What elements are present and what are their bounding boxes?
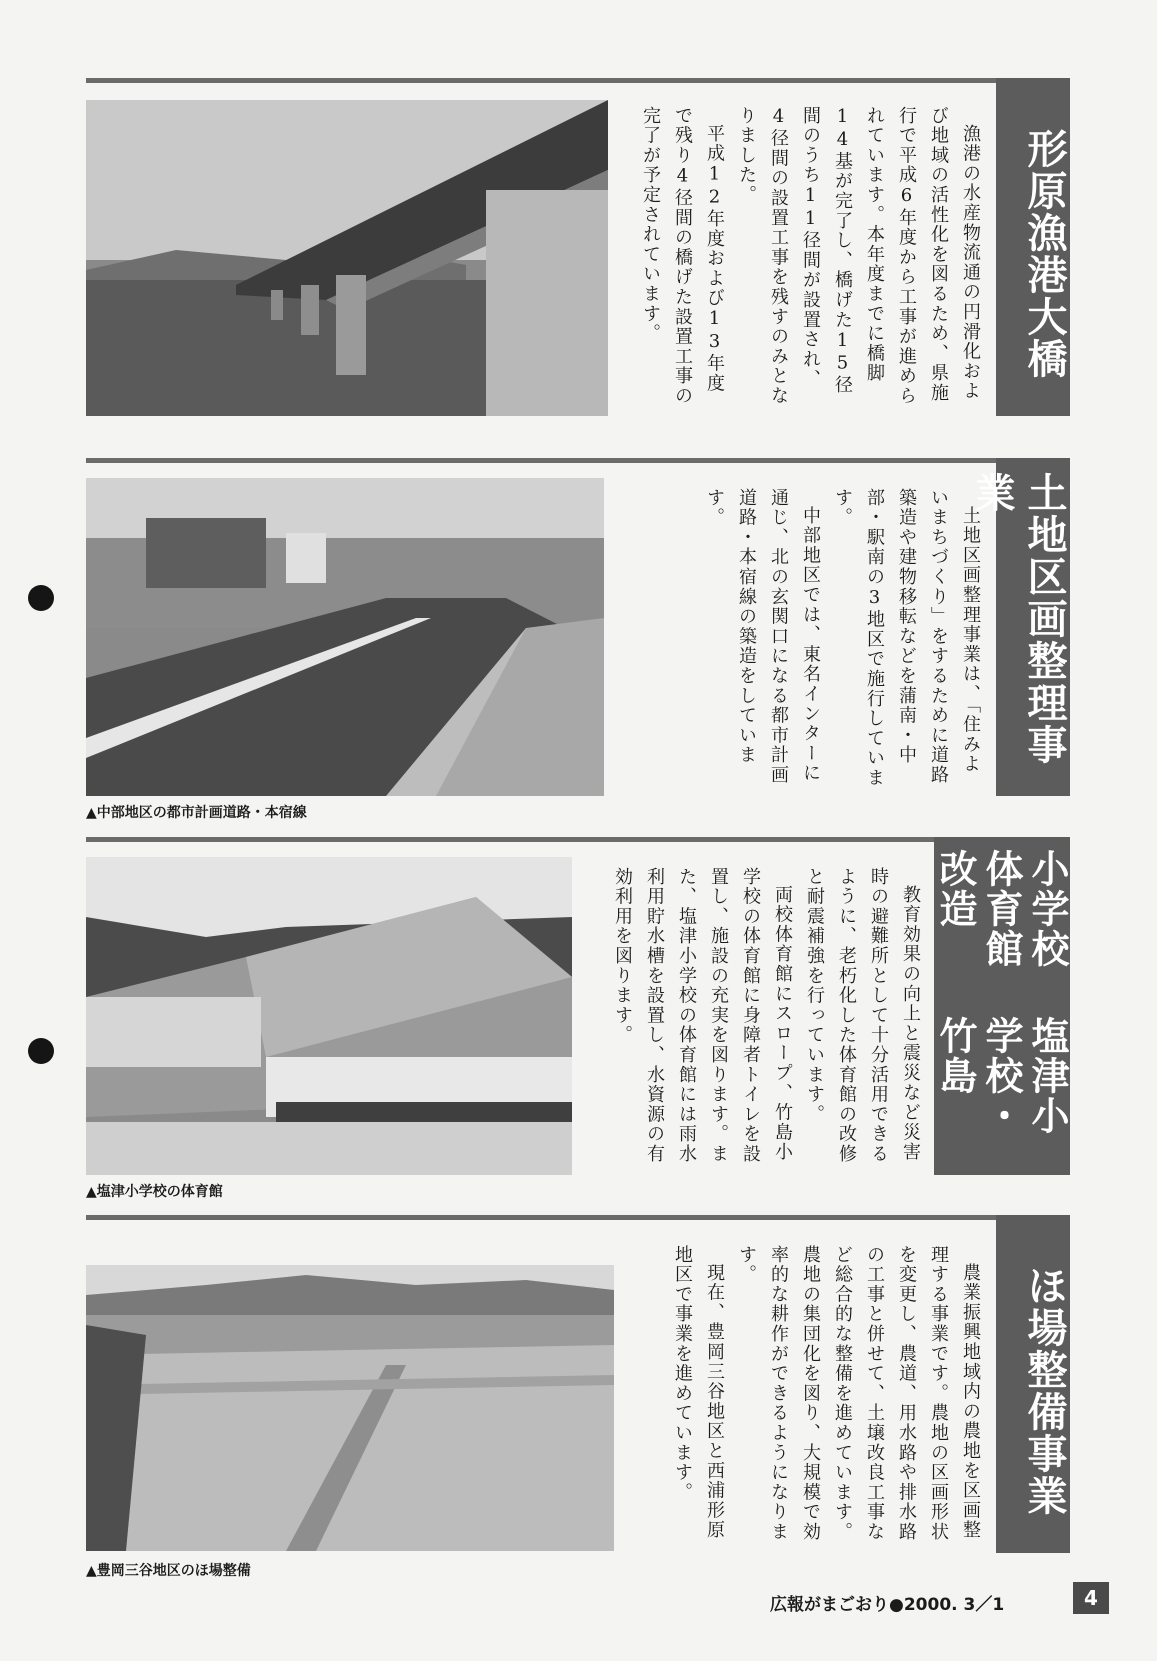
footer-publication: 広報がまごおり●2000. 3／1 <box>770 1595 1005 1615</box>
paragraph: 両校体育館にスロープ、竹島小学校の体育館に身障者トイレを設置し、施設の充実を図ります。また、塩津小学校の体育館には雨水利用貯水槽を設置し、水資源の有効利用を図ります。 <box>612 867 793 1164</box>
binder-hole-bottom <box>28 1038 54 1064</box>
road-photo <box>86 478 604 796</box>
paragraph: 土地区画整理事業は、「住みよいまちづくり」をするために道路築造や建物移転などを蒲南・中部・駅南の3地区で施行しています。 <box>832 488 981 788</box>
paragraph: 漁港の水産物流通の円滑化および地域の活性化を図るため、県施行で平成6年度から工事が進められています。本年度までに橋脚14基が完了し、橋げた15径間のうち11径間が設置され、4径間の設置工事を残すのみとなりました。 <box>736 106 981 406</box>
photo-caption: ▲豊岡三谷地区のほ場整備 <box>86 1563 251 1579</box>
section-title <box>996 1215 1070 1553</box>
section-farmland <box>86 1215 1070 1579</box>
section-gymnasium <box>86 837 1070 1200</box>
section-title <box>969 458 1070 796</box>
section-body <box>640 106 986 406</box>
section-title-line: 塩津小学校・竹島 <box>933 1016 1069 1136</box>
section-bridge <box>86 78 1070 418</box>
section-land-readjustment <box>86 458 1070 821</box>
section-rule <box>86 837 1070 842</box>
section-rule <box>86 458 1070 463</box>
section-title-line: 小学校体育館改造 <box>933 849 1069 969</box>
photo-caption: ▲塩津小学校の体育館 <box>86 1184 223 1200</box>
section-title-text: 形原漁港大橋 <box>1021 128 1067 380</box>
photo-caption: ▲中部地区の都市計画道路・本宿線 <box>86 805 307 821</box>
gymnasium-photo <box>86 857 572 1175</box>
section-title-text: 土地区画整理事業 <box>969 472 1067 766</box>
section-rule <box>86 1215 1070 1220</box>
paragraph: 農業振興地域内の農地を区画整理する事業です。農地の区画形状を変更し、農道、用水路や排水路の工事と併せて、土壌改良工事など総合的な整備を進めています。農地の集団化を図り、大規模で効率的な耕作ができるようになります。 <box>736 1245 981 1542</box>
section-rule <box>86 78 1070 83</box>
bridge-photo <box>86 100 608 416</box>
paragraph: 平成12年度および13年度で残り4径間の橋げた設置工事の完了が予定されています。 <box>640 106 725 406</box>
section-body <box>686 488 986 788</box>
section-title <box>996 78 1070 416</box>
farmland-photo <box>86 1265 614 1551</box>
section-title <box>934 837 1070 1175</box>
section-title-text: ほ場整備事業 <box>1021 1265 1067 1517</box>
page-number: 4 <box>1073 1582 1109 1614</box>
section-body <box>596 867 926 1167</box>
paragraph: 中部地区では、東名インターに通じ、北の玄関口になる都市計画道路・本宿線の築造をしています。 <box>704 488 821 785</box>
paragraph: 現在、豊岡三谷地区と西浦形原地区で事業を進めています。 <box>672 1245 725 1541</box>
section-body <box>646 1245 986 1545</box>
paragraph: 教育効果の向上と震災など災害時の避難所として十分活用できるように、老朽化した体育館の改修と耐震補強を行っています。 <box>804 867 921 1164</box>
binder-hole-top <box>28 585 54 611</box>
